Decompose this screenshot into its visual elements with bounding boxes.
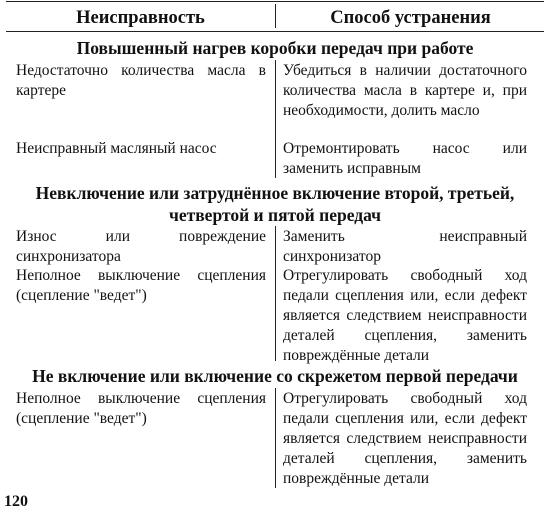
header-bottom-rule	[6, 31, 544, 32]
header-fault: Неисправность	[76, 8, 205, 28]
section-title: Не включение или включение со скрежетом первой передачи	[32, 366, 518, 386]
column-divider	[275, 226, 276, 361]
header-remedy: Способ устранения	[330, 8, 491, 28]
remedy-cell: Отрегулировать свободный ход педали сцепления или, если дефект является следствием неисправности деталей сцепления, заменить повреждённые детали	[283, 267, 527, 364]
table-top-rule	[6, 1, 544, 2]
column-divider	[275, 60, 276, 178]
fault-cell: Недостаточно количества масла в картере	[16, 62, 266, 99]
page-number: 120	[4, 493, 28, 510]
fault-cell: Износ или повреждение синхронизатора	[16, 228, 266, 265]
fault-cell: Неполное выключение сцепления (сцепление "ведет")	[16, 267, 266, 304]
column-divider	[275, 388, 276, 488]
fault-cell: Неисправный масляный насос	[16, 140, 217, 157]
header-column-divider	[275, 4, 276, 28]
remedy-cell: Отремонтировать насос или заменить исправным	[283, 140, 527, 177]
remedy-cell: Заменить неисправный синхронизатор	[283, 228, 527, 265]
fault-cell: Неполное выключение сцепления (сцепление "ведет")	[16, 390, 266, 427]
remedy-cell: Убедиться в наличии достаточного количества масла в картере и, при необходимости, долить масло	[283, 62, 527, 119]
remedy-cell: Отрегулировать свободный ход педали сцепления или, если дефект является следствием неисправности деталей сцепления, заменить повреждённые детали	[283, 390, 527, 487]
section-title: Невключение или затруднённое включение второй, третьей, четвертой и пятой передач	[35, 183, 515, 225]
section-title: Повышенный нагрев коробки передач при работе	[76, 38, 474, 58]
